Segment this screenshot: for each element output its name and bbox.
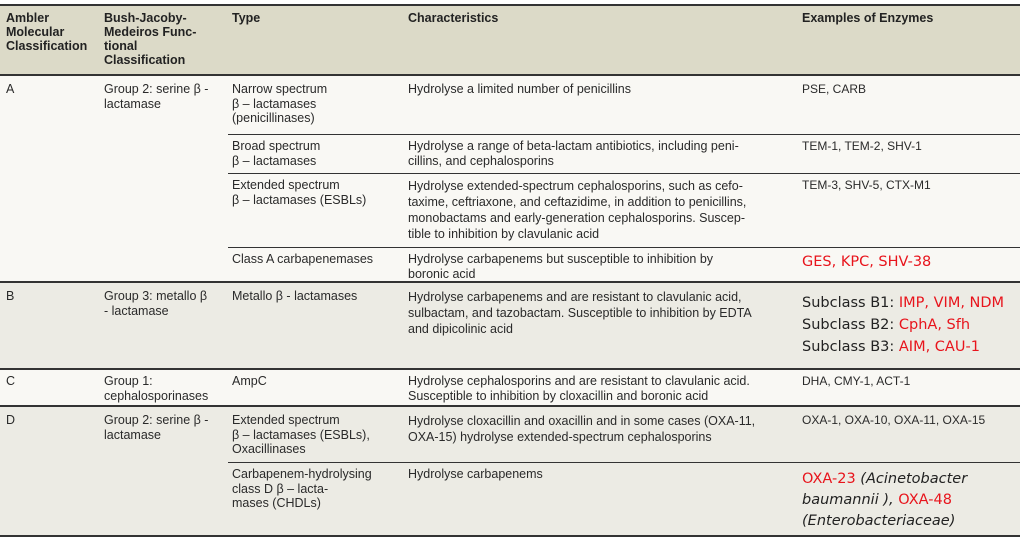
text-line: lactamase [104, 427, 161, 442]
characteristics-cell [408, 139, 739, 168]
type-cell: Metallo β - lactamases [232, 289, 358, 303]
text-line: cephalosporinases [104, 388, 209, 403]
subclass-line [802, 314, 1004, 336]
text-line: sulbactam, and tazobactam. Susceptible to inhibition by EDTA [408, 306, 752, 320]
text-line: Extended spectrum [232, 178, 340, 192]
subclass-enzymes: CphA, Sfh [898, 317, 971, 333]
subrow [228, 247, 1020, 282]
subclass-label: Subclass B2: [802, 317, 899, 333]
subclass-enzymes: IMP, VIM, NDM [898, 295, 1005, 311]
subclass-enzymes: AIM, CAU-1 [898, 339, 980, 355]
ambler-class: D [6, 413, 16, 427]
text-line: boronic acid [408, 266, 476, 281]
table-row-class-c [0, 370, 1020, 407]
example-line [802, 511, 967, 532]
examples-cell: TEM-1, TEM-2, SHV-1 [802, 139, 922, 153]
example-line [802, 469, 967, 490]
type-cell [232, 82, 327, 126]
characteristics-cell: Hydrolyse carbapenems [408, 467, 543, 481]
organism-name: (Enterobacteriaceae) [802, 513, 956, 529]
subclass-line [802, 292, 1004, 314]
text-line: Group 2: serine β - [104, 82, 209, 96]
text-line: lactamase [104, 96, 161, 111]
examples-cell: TEM-3, SHV-5, CTX-M1 [802, 178, 931, 192]
text-line: tible to inhibition by clavulanic acid [408, 227, 600, 241]
subrow [228, 76, 1020, 134]
header-line: Ambler [6, 11, 50, 25]
text-line: Hydrolyse carbapenems and are resistant to clavulanic acid, [408, 290, 742, 304]
text-line: Hydrolyse extended-spectrum cephalosporins, such as cefo- [408, 179, 743, 193]
header-bjm [104, 11, 196, 67]
text-line: Extended spectrum [232, 413, 340, 427]
header-line: Medeiros Func- [104, 25, 197, 39]
text-line: taxime, ceftriaxone, and ceftazidime, in addition to penicillins, [408, 195, 747, 209]
type-cell: Class A carbapenemases [232, 252, 374, 266]
characteristics-cell [408, 413, 755, 445]
text-line: Hydrolyse cloxacillin and oxacillin and in some cases (OXA-11, [408, 414, 756, 428]
table-row-class-b [0, 283, 1020, 370]
example-line [802, 490, 967, 511]
examples-cell: DHA, CMY-1, ACT-1 [802, 374, 911, 388]
examples-cell: GES, KPC, SHV-38 [802, 254, 932, 270]
text-line: Susceptible to inhibition by cloxacillin and boronic acid [408, 388, 709, 403]
text-line: and dipicolinic acid [408, 322, 513, 336]
subrow [228, 407, 1020, 462]
enzyme-oxa-48: OXA-48 [898, 492, 952, 508]
text-line: Carbapenem-hydrolysing [232, 467, 372, 481]
type-cell: AmpC [232, 374, 267, 388]
text-line: β – lactamases [232, 153, 317, 168]
subrow [228, 462, 1020, 536]
examples-cell: PSE, CARB [802, 82, 867, 96]
header-ambler [6, 11, 87, 53]
examples-cell [802, 469, 967, 532]
table-row-class-a [0, 76, 1020, 283]
characteristics-cell [408, 374, 750, 403]
header-line: Classification [104, 53, 186, 67]
text-line: cillins, and cephalosporins [408, 153, 554, 168]
text-line: class D β – lacta- [232, 481, 329, 496]
type-cell [232, 139, 320, 168]
organism-name: baumannii ), [802, 492, 899, 508]
type-cell [232, 178, 366, 207]
text-line: mases (CHDLs) [232, 496, 321, 510]
subrow [228, 173, 1020, 247]
text-line: β – lactamases [232, 96, 317, 111]
text-line: Oxacillinases [232, 442, 306, 456]
header-line: tional [104, 39, 138, 53]
header-characteristics: Characteristics [408, 11, 499, 25]
header-examples: Examples of Enzymes [802, 11, 934, 25]
beta-lactamase-classification-table [0, 4, 1020, 537]
text-line: Group 2: serine β - [104, 413, 209, 427]
subrow [228, 134, 1020, 173]
bjm-group [104, 289, 207, 318]
examples-cell [802, 292, 1004, 358]
text-line: Broad spectrum [232, 139, 321, 153]
text-line: β – lactamases (ESBLs) [232, 192, 367, 207]
type-cell [232, 467, 372, 511]
characteristics-cell: Hydrolyse a limited number of penicillins [408, 82, 632, 96]
ambler-class: B [6, 289, 15, 303]
ambler-class: C [6, 374, 16, 388]
characteristics-cell [408, 252, 713, 281]
text-line: - lactamase [104, 303, 169, 318]
text-line: Hydrolyse carbapenems but susceptible to inhibition by [408, 252, 714, 266]
header-line: Molecular [6, 25, 65, 39]
subclass-label: Subclass B3: [802, 339, 899, 355]
table-row-class-d [0, 407, 1020, 537]
text-line: Hydrolyse cephalosporins and are resistant to clavulanic acid. [408, 374, 750, 388]
text-line: Group 3: metallo β [104, 289, 208, 303]
subclass-label: Subclass B1: [802, 295, 899, 311]
text-line: Hydrolyse a range of beta-lactam antibiotics, including peni- [408, 139, 739, 153]
bjm-group [104, 374, 208, 403]
characteristics-cell [408, 178, 746, 242]
characteristics-cell [408, 289, 752, 337]
ambler-class: A [6, 82, 15, 96]
enzyme-oxa-23: OXA-23 [802, 471, 856, 487]
text-line: monobactams and early-generation cephalosporins. Suscep- [408, 211, 745, 225]
text-line: Narrow spectrum [232, 82, 328, 96]
organism-name: (Acinetobacter [855, 471, 968, 487]
subclass-line [802, 336, 1004, 358]
header-line: Classification [6, 39, 88, 53]
text-line: β – lactamases (ESBLs), [232, 427, 370, 442]
table-header [0, 6, 1020, 76]
type-cell [232, 413, 370, 457]
text-line: (penicillinases) [232, 111, 315, 125]
text-line: OXA-15) hydrolyse extended-spectrum cephalosporins [408, 430, 712, 444]
header-type: Type [232, 11, 261, 25]
bjm-group [104, 413, 208, 442]
examples-cell: OXA-1, OXA-10, OXA-11, OXA-15 [802, 413, 986, 427]
header-line: Bush-Jacoby- [104, 11, 187, 25]
text-line: Group 1: [104, 374, 153, 388]
bjm-group [104, 82, 208, 111]
